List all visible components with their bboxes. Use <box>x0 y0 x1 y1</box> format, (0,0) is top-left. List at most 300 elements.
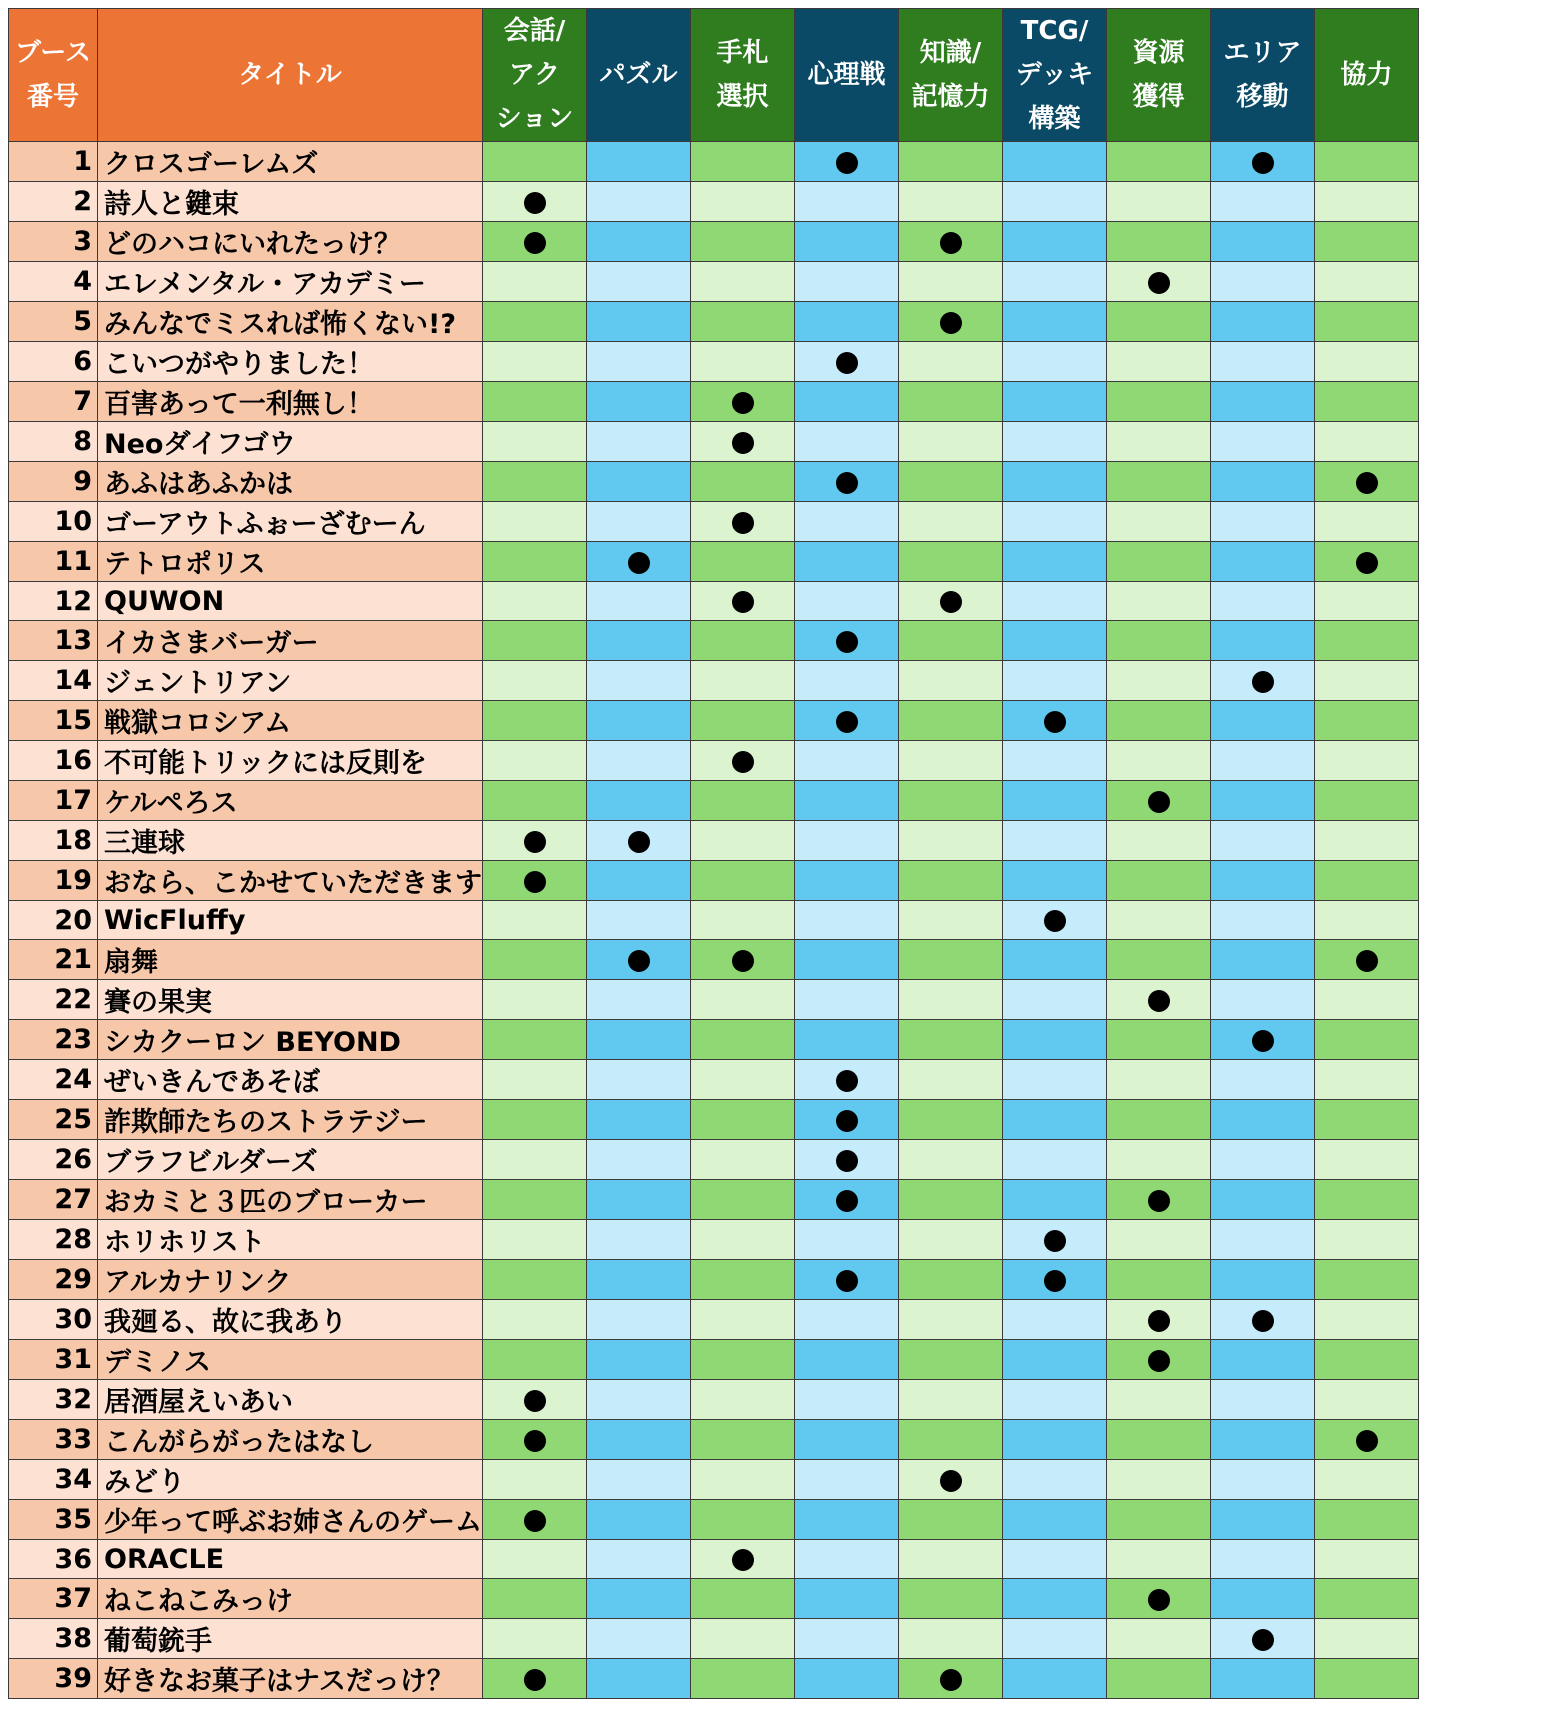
genre-cell-puzzle <box>587 1060 691 1100</box>
genre-cell-psych <box>795 462 899 502</box>
genre-cell-psych <box>795 821 899 861</box>
genre-cell-puzzle <box>587 1540 691 1579</box>
genre-cell-tcg <box>1003 1540 1107 1579</box>
genre-cell-conversation <box>483 901 587 940</box>
game-title: あふはあふかは <box>98 462 483 502</box>
booth-number: 4 <box>9 262 98 302</box>
genre-cell-coop <box>1315 142 1419 182</box>
genre-cell-coop <box>1315 1100 1419 1140</box>
booth-number: 34 <box>9 1460 98 1500</box>
genre-cell-knowledge <box>899 1460 1003 1500</box>
game-title: ねこねこみっけ <box>98 1579 483 1619</box>
genre-cell-conversation <box>483 701 587 741</box>
genre-cell-knowledge <box>899 182 1003 222</box>
genre-cell-knowledge <box>899 1140 1003 1180</box>
genre-cell-coop <box>1315 1500 1419 1540</box>
genre-header-line: エリア <box>1223 38 1302 68</box>
genre-cell-resource <box>1107 582 1211 621</box>
genre-cell-coop <box>1315 462 1419 502</box>
genre-cell-resource <box>1107 302 1211 342</box>
table-row <box>9 582 1419 621</box>
genre-cell-resource <box>1107 1619 1211 1659</box>
genre-cell-tcg <box>1003 661 1107 701</box>
booth-number: 30 <box>9 1300 98 1340</box>
table-row <box>9 1140 1419 1180</box>
game-title: エレメンタル・アカデミー <box>98 262 483 302</box>
game-title: 好きなお菓子はナスだっけ？ <box>98 1659 483 1699</box>
genre-cell-puzzle <box>587 1380 691 1420</box>
booth-header-line: 番号 <box>26 82 79 112</box>
booth-number: 16 <box>9 741 98 781</box>
genre-cell-hand <box>691 701 795 741</box>
table-row <box>9 621 1419 661</box>
genre-cell-area <box>1211 1540 1315 1579</box>
genre-cell-hand <box>691 1540 795 1579</box>
genre-cell-knowledge <box>899 1100 1003 1140</box>
table-row <box>9 422 1419 462</box>
table-row <box>9 1619 1419 1659</box>
genre-cell-coop <box>1315 1460 1419 1500</box>
genre-cell-conversation <box>483 302 587 342</box>
genre-cell-knowledge <box>899 142 1003 182</box>
genre-cell-psych <box>795 940 899 980</box>
genre-cell-area <box>1211 542 1315 582</box>
genre-cell-psych <box>795 1619 899 1659</box>
booth-number: 21 <box>9 940 98 980</box>
game-title: ケルペろス <box>98 781 483 821</box>
table-row <box>9 1260 1419 1300</box>
title-header-label: タイトル <box>238 60 342 90</box>
genre-cell-knowledge <box>899 1260 1003 1300</box>
booth-number: 11 <box>9 542 98 582</box>
genre-cell-tcg <box>1003 1180 1107 1220</box>
genre-cell-puzzle <box>587 422 691 462</box>
genre-cell-conversation <box>483 621 587 661</box>
genre-cell-tcg <box>1003 1340 1107 1380</box>
genre-header-psych <box>795 9 899 142</box>
genre-header-line: 獲得 <box>1132 82 1185 112</box>
booth-number: 31 <box>9 1340 98 1380</box>
genre-mark-dot <box>524 232 546 254</box>
table-row <box>9 1500 1419 1540</box>
genre-cell-resource <box>1107 821 1211 861</box>
genre-cell-psych <box>795 342 899 382</box>
genre-cell-resource <box>1107 1300 1211 1340</box>
genre-cell-tcg <box>1003 1300 1107 1340</box>
genre-cell-coop <box>1315 901 1419 940</box>
genre-cell-area <box>1211 1300 1315 1340</box>
genre-cell-coop <box>1315 861 1419 901</box>
genre-cell-coop <box>1315 302 1419 342</box>
genre-header-line: 選択 <box>716 82 769 112</box>
genre-cell-knowledge <box>899 821 1003 861</box>
genre-mark-dot <box>836 472 858 494</box>
genre-cell-resource <box>1107 462 1211 502</box>
genre-cell-hand <box>691 901 795 940</box>
genre-cell-puzzle <box>587 940 691 980</box>
genre-cell-coop <box>1315 940 1419 980</box>
game-title: おカミと３匹のブローカー <box>98 1180 483 1220</box>
genre-cell-puzzle <box>587 1020 691 1060</box>
genre-mark-dot <box>836 352 858 374</box>
genre-cell-conversation <box>483 1619 587 1659</box>
genre-cell-conversation <box>483 1300 587 1340</box>
genre-cell-tcg <box>1003 980 1107 1020</box>
genre-cell-puzzle <box>587 1220 691 1260</box>
genre-cell-area <box>1211 1619 1315 1659</box>
genre-cell-hand <box>691 222 795 262</box>
booth-number: 29 <box>9 1260 98 1300</box>
booth-number-header <box>9 9 98 142</box>
genre-cell-psych <box>795 542 899 582</box>
genre-cell-tcg <box>1003 302 1107 342</box>
genre-cell-psych <box>795 1220 899 1260</box>
genre-cell-psych <box>795 502 899 542</box>
game-title: こんがらがったはなし <box>98 1420 483 1460</box>
genre-cell-tcg <box>1003 1140 1107 1180</box>
genre-cell-conversation <box>483 422 587 462</box>
genre-cell-knowledge <box>899 1060 1003 1100</box>
genre-cell-area <box>1211 1220 1315 1260</box>
genre-cell-conversation <box>483 502 587 542</box>
genre-cell-area <box>1211 422 1315 462</box>
genre-cell-psych <box>795 182 899 222</box>
genre-mark-dot <box>836 1190 858 1212</box>
genre-cell-hand <box>691 1180 795 1220</box>
genre-cell-resource <box>1107 1180 1211 1220</box>
genre-mark-dot <box>1252 671 1274 693</box>
genre-cell-area <box>1211 701 1315 741</box>
table-row <box>9 382 1419 422</box>
genre-cell-area <box>1211 382 1315 422</box>
genre-mark-dot <box>940 1470 962 1492</box>
genre-cell-hand <box>691 422 795 462</box>
genre-cell-coop <box>1315 980 1419 1020</box>
genre-cell-knowledge <box>899 940 1003 980</box>
booth-number: 22 <box>9 980 98 1020</box>
genre-mark-dot <box>732 1549 754 1571</box>
genre-cell-hand <box>691 661 795 701</box>
genre-cell-tcg <box>1003 901 1107 940</box>
booth-number: 5 <box>9 302 98 342</box>
genre-mark-dot <box>1252 1030 1274 1052</box>
genre-cell-tcg <box>1003 1500 1107 1540</box>
booth-number: 38 <box>9 1619 98 1659</box>
game-title: イカさまバーガー <box>98 621 483 661</box>
genre-cell-hand <box>691 182 795 222</box>
genre-cell-psych <box>795 1420 899 1460</box>
table-row <box>9 182 1419 222</box>
genre-cell-conversation <box>483 781 587 821</box>
genre-cell-conversation <box>483 1260 587 1300</box>
booth-number: 33 <box>9 1420 98 1460</box>
table-row <box>9 781 1419 821</box>
genre-mark-dot <box>732 432 754 454</box>
game-title: おなら、こかせていただきます <box>98 861 483 901</box>
genre-cell-psych <box>795 1180 899 1220</box>
genre-mark-dot <box>524 1669 546 1691</box>
genre-cell-knowledge <box>899 462 1003 502</box>
genre-cell-knowledge <box>899 701 1003 741</box>
genre-header-line: 移動 <box>1236 82 1289 112</box>
genre-cell-area <box>1211 1260 1315 1300</box>
genre-mark-dot <box>628 950 650 972</box>
genre-mark-dot <box>836 152 858 174</box>
game-title: ぜいきんであそぼ <box>98 1060 483 1100</box>
genre-mark-dot <box>732 950 754 972</box>
genre-cell-area <box>1211 1340 1315 1380</box>
genre-cell-resource <box>1107 382 1211 422</box>
genre-header-hand <box>691 9 795 142</box>
genre-cell-psych <box>795 142 899 182</box>
genre-mark-dot <box>1356 472 1378 494</box>
genre-cell-knowledge <box>899 302 1003 342</box>
genre-cell-psych <box>795 741 899 781</box>
genre-header-line: アク <box>508 60 561 90</box>
genre-cell-tcg <box>1003 1260 1107 1300</box>
genre-cell-resource <box>1107 741 1211 781</box>
genre-cell-psych <box>795 422 899 462</box>
genre-cell-conversation <box>483 462 587 502</box>
game-title: みどり <box>98 1460 483 1500</box>
genre-cell-coop <box>1315 821 1419 861</box>
genre-cell-psych <box>795 1540 899 1579</box>
genre-header-line: デッキ <box>1015 60 1094 90</box>
booth-number: 18 <box>9 821 98 861</box>
genre-cell-hand <box>691 1020 795 1060</box>
genre-cell-resource <box>1107 502 1211 542</box>
genre-cell-hand <box>691 1500 795 1540</box>
genre-cell-area <box>1211 582 1315 621</box>
genre-cell-knowledge <box>899 661 1003 701</box>
table-row <box>9 1180 1419 1220</box>
genre-cell-hand <box>691 382 795 422</box>
genre-cell-tcg <box>1003 1060 1107 1100</box>
genre-header-line: 心理戦 <box>807 60 886 90</box>
genre-cell-puzzle <box>587 302 691 342</box>
genre-cell-conversation <box>483 542 587 582</box>
genre-cell-knowledge <box>899 422 1003 462</box>
genre-mark-dot <box>628 831 650 853</box>
game-title: ジェントリアン <box>98 661 483 701</box>
genre-cell-conversation <box>483 980 587 1020</box>
genre-cell-puzzle <box>587 1619 691 1659</box>
genre-cell-coop <box>1315 382 1419 422</box>
genre-cell-coop <box>1315 1300 1419 1340</box>
genre-cell-conversation <box>483 1020 587 1060</box>
genre-cell-puzzle <box>587 502 691 542</box>
genre-cell-area <box>1211 621 1315 661</box>
game-title: 詩人と鍵束 <box>98 182 483 222</box>
genre-cell-area <box>1211 462 1315 502</box>
game-title: 扇舞 <box>98 940 483 980</box>
genre-mark-dot <box>524 1430 546 1452</box>
table-row <box>9 142 1419 182</box>
genre-cell-resource <box>1107 182 1211 222</box>
genre-cell-conversation <box>483 1420 587 1460</box>
genre-cell-knowledge <box>899 1659 1003 1699</box>
genre-cell-hand <box>691 342 795 382</box>
genre-cell-hand <box>691 542 795 582</box>
genre-mark-dot <box>1148 1350 1170 1372</box>
genre-header-line: 会話/ <box>503 16 566 46</box>
genre-header-line: パズル <box>599 60 678 90</box>
table-row <box>9 1340 1419 1380</box>
genre-cell-coop <box>1315 1540 1419 1579</box>
genre-cell-resource <box>1107 940 1211 980</box>
genre-cell-puzzle <box>587 542 691 582</box>
genre-cell-tcg <box>1003 1579 1107 1619</box>
genre-cell-tcg <box>1003 1380 1107 1420</box>
genre-cell-resource <box>1107 342 1211 382</box>
genre-cell-tcg <box>1003 222 1107 262</box>
genre-cell-psych <box>795 621 899 661</box>
table-row <box>9 1659 1419 1699</box>
game-title: 百害あって一利無し！ <box>98 382 483 422</box>
table-row <box>9 1540 1419 1579</box>
genre-mark-dot <box>1252 1629 1274 1651</box>
genre-cell-conversation <box>483 1340 587 1380</box>
genre-mark-dot <box>1148 1190 1170 1212</box>
genre-cell-puzzle <box>587 382 691 422</box>
genre-header-line: 資源 <box>1132 38 1185 68</box>
genre-cell-resource <box>1107 1060 1211 1100</box>
genre-cell-hand <box>691 262 795 302</box>
genre-header-line: TCG/ <box>1020 16 1089 46</box>
table-row <box>9 1380 1419 1420</box>
genre-cell-resource <box>1107 1100 1211 1140</box>
booth-number: 14 <box>9 661 98 701</box>
genre-cell-conversation <box>483 1220 587 1260</box>
genre-cell-tcg <box>1003 861 1107 901</box>
genre-mark-dot <box>836 711 858 733</box>
genre-cell-coop <box>1315 1380 1419 1420</box>
genre-cell-conversation <box>483 1140 587 1180</box>
table-body <box>9 142 1419 1699</box>
genre-cell-area <box>1211 1659 1315 1699</box>
game-title: シカクーロン BEYOND <box>98 1020 483 1060</box>
genre-cell-resource <box>1107 621 1211 661</box>
genre-cell-conversation <box>483 1180 587 1220</box>
table-row <box>9 901 1419 940</box>
genre-cell-resource <box>1107 1260 1211 1300</box>
genre-header-conversation <box>483 9 587 142</box>
genre-cell-area <box>1211 1100 1315 1140</box>
genre-cell-psych <box>795 1300 899 1340</box>
booth-number: 19 <box>9 861 98 901</box>
genre-cell-puzzle <box>587 781 691 821</box>
genre-header-coop <box>1315 9 1419 142</box>
genre-mark-dot <box>836 1110 858 1132</box>
genre-mark-dot <box>1148 990 1170 1012</box>
genre-cell-coop <box>1315 1220 1419 1260</box>
genre-cell-tcg <box>1003 1020 1107 1060</box>
genre-cell-resource <box>1107 1220 1211 1260</box>
genre-header-puzzle <box>587 9 691 142</box>
genre-cell-hand <box>691 980 795 1020</box>
genre-cell-puzzle <box>587 462 691 502</box>
genre-cell-psych <box>795 781 899 821</box>
genre-table-container <box>8 8 1419 1699</box>
genre-cell-conversation <box>483 262 587 302</box>
genre-cell-knowledge <box>899 1380 1003 1420</box>
genre-cell-conversation <box>483 741 587 781</box>
genre-cell-area <box>1211 821 1315 861</box>
genre-cell-conversation <box>483 182 587 222</box>
table-row <box>9 1100 1419 1140</box>
booth-number: 10 <box>9 502 98 542</box>
genre-cell-coop <box>1315 502 1419 542</box>
genre-cell-conversation <box>483 1460 587 1500</box>
genre-cell-conversation <box>483 342 587 382</box>
genre-cell-hand <box>691 621 795 661</box>
genre-cell-conversation <box>483 861 587 901</box>
genre-cell-knowledge <box>899 1500 1003 1540</box>
genre-cell-resource <box>1107 701 1211 741</box>
booth-number: 3 <box>9 222 98 262</box>
genre-cell-area <box>1211 901 1315 940</box>
genre-cell-resource <box>1107 1659 1211 1699</box>
game-title: どのハコにいれたっけ？ <box>98 222 483 262</box>
genre-header-line: ション <box>495 104 574 134</box>
genre-cell-conversation <box>483 1380 587 1420</box>
genre-cell-conversation <box>483 821 587 861</box>
genre-cell-tcg <box>1003 1100 1107 1140</box>
genre-cell-knowledge <box>899 980 1003 1020</box>
genre-mark-dot <box>628 552 650 574</box>
genre-cell-coop <box>1315 182 1419 222</box>
genre-cell-knowledge <box>899 582 1003 621</box>
genre-cell-psych <box>795 1340 899 1380</box>
genre-cell-coop <box>1315 582 1419 621</box>
genre-cell-tcg <box>1003 741 1107 781</box>
genre-cell-resource <box>1107 1500 1211 1540</box>
genre-cell-puzzle <box>587 1460 691 1500</box>
genre-cell-area <box>1211 1020 1315 1060</box>
table-row <box>9 861 1419 901</box>
genre-cell-psych <box>795 861 899 901</box>
genre-cell-hand <box>691 1659 795 1699</box>
genre-cell-hand <box>691 861 795 901</box>
genre-mark-dot <box>1148 791 1170 813</box>
booth-number: 23 <box>9 1020 98 1060</box>
genre-header-line: 協力 <box>1340 60 1393 90</box>
genre-cell-puzzle <box>587 1579 691 1619</box>
genre-cell-knowledge <box>899 222 1003 262</box>
genre-cell-tcg <box>1003 422 1107 462</box>
genre-cell-resource <box>1107 222 1211 262</box>
genre-cell-puzzle <box>587 901 691 940</box>
genre-cell-puzzle <box>587 861 691 901</box>
booth-number: 6 <box>9 342 98 382</box>
genre-cell-area <box>1211 980 1315 1020</box>
genre-cell-puzzle <box>587 262 691 302</box>
genre-cell-puzzle <box>587 342 691 382</box>
genre-cell-coop <box>1315 701 1419 741</box>
genre-cell-coop <box>1315 781 1419 821</box>
genre-cell-area <box>1211 222 1315 262</box>
genre-cell-area <box>1211 1060 1315 1100</box>
table-row <box>9 222 1419 262</box>
booth-number: 8 <box>9 422 98 462</box>
table-row <box>9 661 1419 701</box>
genre-cell-psych <box>795 1100 899 1140</box>
genre-cell-coop <box>1315 222 1419 262</box>
genre-cell-hand <box>691 1140 795 1180</box>
genre-mark-dot <box>1252 1310 1274 1332</box>
table-row <box>9 1420 1419 1460</box>
genre-cell-knowledge <box>899 1180 1003 1220</box>
